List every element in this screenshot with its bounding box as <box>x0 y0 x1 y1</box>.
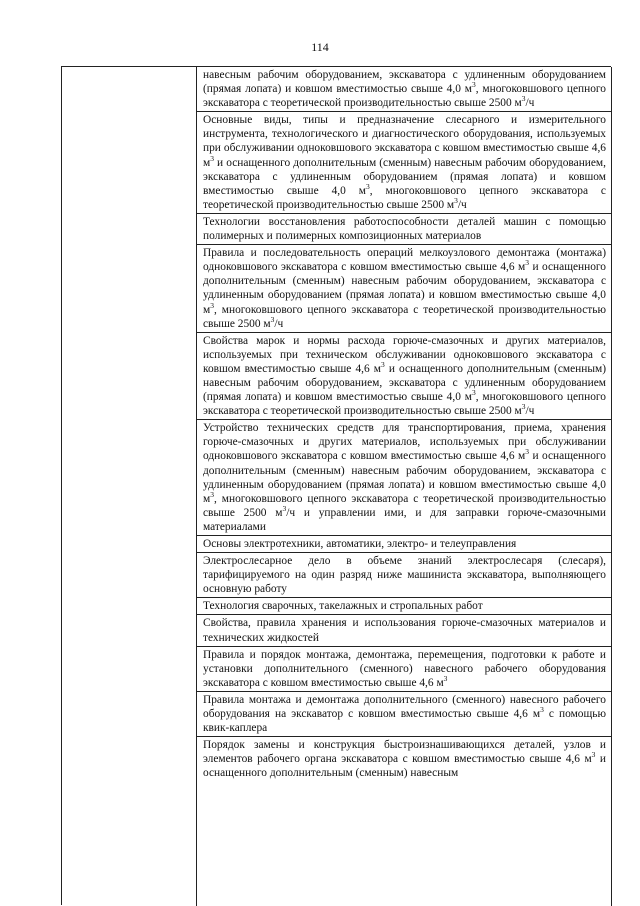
table-cell: Основы электротехники, автоматики, электро- и телеуправления <box>197 536 611 553</box>
table-right-column <box>197 67 612 906</box>
table-cell: Технология сварочных, такелажных и стропальных работ <box>197 598 611 615</box>
table-cell: Порядок замены и конструкция быстроизнашивающихся деталей, узлов и элементов рабочего органа экскаватора с ковшом вместимостью свыше 4,6 $м^3$ и оснащенного дополнительным (сменным) навесным <box>203 739 606 780</box>
table-cell: Устройство технических средств для транспортирования, приема, хранения горюче-смазочных и других материалов, используемых при обслуживании одноковшового экскаватора с ковшом вместимостью свыше 4,6 $м^3$ и оснащенного дополнительным (сменным) навесным рабочим оборудованием, экскаватора с удлиненным оборудованием (прямая лопата) и ковшом вместимостью свыше 4,0 $м^3$, многоковшового цепного экскаватора с теоретической производительностью свыше 2500 $м^3/ч$ и управлении ими, и для заправки горюче-смазочными материалами <box>197 420 611 536</box>
table-cell: Основные виды, типы и предназначение слесарного и измерительного инструмента, технологического и диагностического оборудования, используемых при обслуживании одноковшового экскаватора с ковшом вместимостью свыше 4,6 $м^3$ и оснащенного дополнительным (сменным) навесным рабочим оборудованием, экскаватора с удлиненным оборудованием (прямая лопата) и ковшом вместимостью свыше 4,0 $м^3$, многоковшового цепного экскаватора с теоретической производительностью свыше 2500 $м^3/ч$ <box>197 112 611 214</box>
table-cell: Свойства марок и нормы расхода горюче-смазочных и других материалов, используемых при техническом обслуживании одноковшового экскаватора с ковшом вместимостью свыше 4,6 $м^3$ и оснащенного дополнительным (сменным) навесным рабочим оборудованием, экскаватора с удлиненным оборудованием (прямая лопата) и ковшом вместимостью свыше 4,0 $м^3$, многоковшового цепного экскаватора с теоретической производительностью свыше 2500 $м^3/ч$ <box>197 333 611 421</box>
requirements-table <box>61 66 611 905</box>
table-cell: Правила и последовательность операций мелкоузлового демонтажа (монтажа) одноковшового экскаватора с ковшом вместимостью свыше 4,6 $м^3$ и оснащенного дополнительным (сменным) навесным рабочим оборудованием, экскаватора с удлиненным оборудованием (прямая лопата) и ковшом вместимостью свыше 4,0 $м^3$, многоковшового цепного экскаватора с теоретической производительностью свыше 2500 $м^3/ч$ <box>197 245 611 333</box>
table-cell: Правила монтажа и демонтажа дополнительного (сменного) навесного рабочего оборудования на экскаватор с ковшом вместимостью свыше 4,6 $м^3$ с помощью квик-каплера <box>197 692 611 737</box>
table-cell: навесным рабочим оборудованием, экскаватора с удлиненным оборудованием (прямая лопата) и ковшом вместимостью свыше 4,0 $м^3$, многоковшового цепного экскаватора с теоретической производительностью свыше 2500 $м^3/ч$ <box>197 67 611 112</box>
table-cell: Технологии восстановления работоспособности деталей машин с помощью полимерных и полимерных композиционных материалов <box>197 214 611 245</box>
table-left-column <box>62 67 197 906</box>
table-cell: Свойства, правила хранения и использования горюче-смазочных материалов и технических жидкостей <box>197 615 611 646</box>
table-cell: Электрослесарное дело в объеме знаний электрослесаря (слесаря), тарифицируемого на один разряд ниже машиниста экскаватора, выполняющего основную работу <box>197 553 611 598</box>
page-number: 114 <box>311 40 329 54</box>
table-cell: Правила и порядок монтажа, демонтажа, перемещения, подготовки к работе и установки дополнительного (сменного) навесного рабочего оборудования экскаватора с ковшом вместимостью свыше 4,6 $м^3$ <box>197 647 611 692</box>
